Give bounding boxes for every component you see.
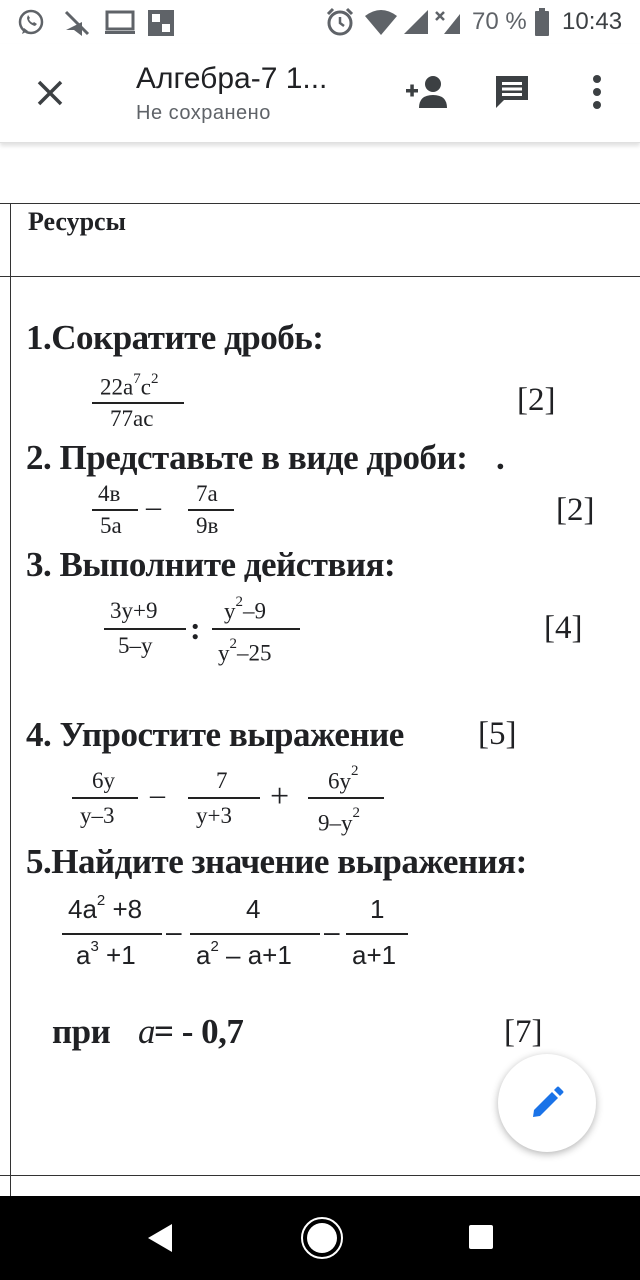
alarm-icon — [324, 6, 356, 38]
navigation-bar — [0, 1196, 640, 1280]
fraction-numerator: $22a^7c^2$ — [100, 371, 159, 400]
fraction-denominator: $y^2-25$ — [218, 636, 272, 666]
fraction-denominator: $9-y^2$ — [318, 805, 360, 836]
battery-percent: 70 % — [472, 8, 527, 35]
task-title: 2. Представьте в виде дроби: — [26, 438, 468, 477]
signal-no-data-icon — [434, 8, 462, 36]
variable-value: = - 0,7 — [154, 1012, 244, 1051]
table-border-mid — [0, 276, 640, 277]
fraction-denominator: $a^3 +1$ — [76, 938, 136, 970]
fraction-numerator: 3y+9 — [110, 598, 158, 623]
fraction-bar — [92, 509, 138, 511]
close-icon[interactable] — [36, 79, 64, 107]
division-operator: : — [190, 610, 201, 646]
fraction-bar — [62, 933, 162, 935]
fraction-bar — [190, 933, 320, 935]
back-icon[interactable] — [146, 1222, 174, 1254]
fraction-numerator: $4a^2 +8$ — [68, 892, 143, 924]
gallery-icon — [146, 8, 176, 38]
document-title: Алгебра-7 1... — [136, 62, 328, 95]
home-icon[interactable] — [300, 1216, 344, 1260]
points-badge: [2] — [556, 492, 595, 528]
minus-operator: – — [166, 916, 182, 947]
signal-icon — [402, 8, 430, 36]
fraction-bar — [212, 628, 300, 630]
points-badge: [2] — [517, 382, 556, 418]
task-title: 4. Упростите выражение — [26, 715, 404, 754]
plus-operator: + — [270, 778, 290, 815]
fraction-numerator: 4 — [246, 894, 261, 924]
mute-icon — [62, 8, 94, 38]
recent-apps-icon[interactable] — [468, 1224, 494, 1250]
status-bar — [0, 0, 640, 44]
points-badge: [4] — [544, 610, 583, 646]
add-person-icon[interactable] — [404, 74, 448, 110]
fraction-numerator: $y^2-9$ — [224, 594, 266, 624]
fraction-bar — [104, 628, 186, 630]
variable-name: a — [138, 1012, 155, 1051]
minus-operator: – — [150, 778, 165, 811]
task-title: 3. Выполните действия: — [26, 545, 396, 584]
table-header: Ресурсы — [28, 207, 126, 236]
fraction-denominator: 77ac — [110, 406, 154, 431]
fraction-bar — [92, 402, 184, 404]
fraction-denominator: y+3 — [196, 803, 232, 828]
minus-operator: – — [324, 916, 340, 947]
fraction-numerator: 4в — [98, 481, 121, 506]
fraction-numerator: 7 — [216, 768, 228, 793]
fraction-numerator: $6y^2$ — [328, 763, 359, 794]
task-title: 1.Сократите дробь: — [26, 318, 324, 357]
whatsapp-icon — [16, 8, 46, 38]
clock: 10:43 — [562, 8, 623, 35]
edit-fab-button[interactable] — [498, 1054, 596, 1152]
condition-label: при — [52, 1012, 111, 1051]
fraction-numerator: 7a — [196, 481, 218, 506]
points-badge: [5] — [478, 716, 517, 752]
cast-screen-icon — [104, 10, 136, 36]
fraction-denominator: 9в — [196, 513, 219, 538]
fraction-bar — [308, 797, 384, 799]
points-badge: [7] — [504, 1014, 543, 1050]
table-border-left — [10, 203, 11, 1196]
fraction-bar — [346, 933, 408, 935]
fraction-bar — [188, 509, 234, 511]
fraction-bar — [72, 797, 138, 799]
task-title-dot: . — [496, 438, 505, 477]
minus-operator: – — [146, 490, 161, 523]
pencil-icon — [530, 1086, 564, 1120]
fraction-denominator: 5–y — [118, 633, 153, 658]
fraction-bar — [188, 797, 260, 799]
task-title: 5.Найдите значение выражения: — [26, 842, 527, 881]
fraction-denominator: $a^2 - a+1$ — [196, 938, 292, 970]
wifi-icon — [364, 8, 398, 36]
table-border-top — [0, 203, 640, 204]
app-bar — [0, 44, 640, 143]
fraction-numerator: 6y — [92, 768, 115, 793]
fraction-denominator: 5a — [100, 513, 122, 538]
more-options-icon[interactable] — [591, 74, 603, 110]
comment-icon[interactable] — [494, 74, 530, 110]
table-border-bottom — [0, 1175, 640, 1176]
battery-icon — [534, 8, 550, 36]
fraction-numerator: 1 — [370, 894, 385, 924]
fraction-denominator: a+1 — [352, 940, 397, 970]
save-status: Не сохранено — [136, 102, 271, 124]
fraction-denominator: y–3 — [80, 803, 115, 828]
